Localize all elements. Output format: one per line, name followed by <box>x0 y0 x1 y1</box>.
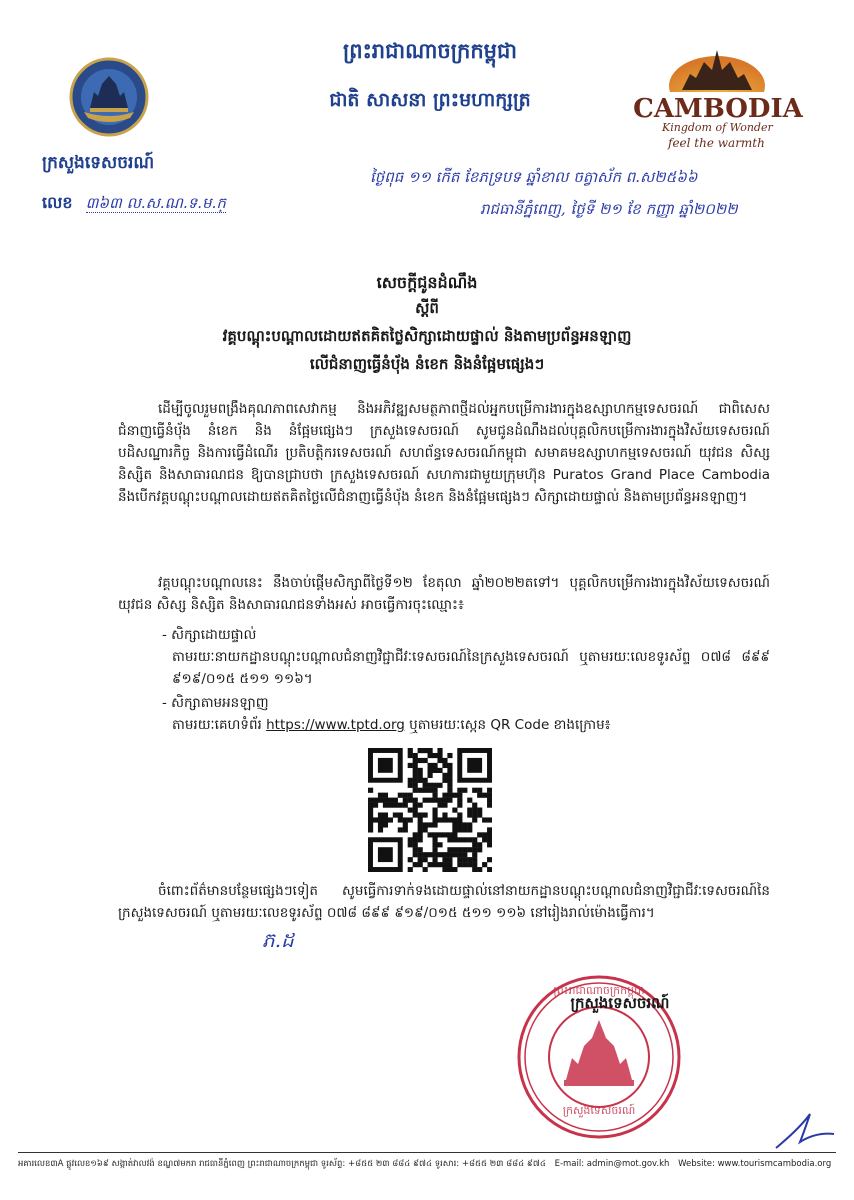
brand-slogan: feel the warmth <box>668 136 765 150</box>
notice-subject-line1: វគ្គបណ្តុះបណ្តាលដោយឥតគិតថ្លៃសិក្សាដោយផ្ទាល់ និងតាមប្រព័ន្ធអនឡាញ <box>222 327 632 345</box>
bullet-online-pre: តាមរយៈគេហទំព័រ <box>172 717 267 733</box>
notice-subject-line2: លើជំនាញធ្វើនំប៉័ង នំខេក និងនំផ្អែមផ្សេងៗ <box>309 355 545 373</box>
reference-number <box>42 192 226 216</box>
brand-name: CAMBODIA <box>633 94 803 124</box>
ministry-name: ក្រសួងទេសចរណ៍ <box>42 153 155 173</box>
place-date: រាជធានីភ្នំពេញ, ថ្ងៃទី ២១ ខែ កញ្ញា ឆ្នាំ២០២២ <box>480 200 738 218</box>
stamp-top-text: ព្រះរាជាណាចក្រកម្ពុជា <box>553 984 645 997</box>
body-paragraph-2: វគ្គបណ្តុះបណ្តាលនេះ នឹងចាប់ផ្តើមសិក្សាពីថ្ងៃទី១២ ខែតុលា ឆ្នាំ២០២២តទៅ។ បុគ្គលិកបម្រើការងារក្នុងវិស័យទេសចរណ៍ យុវជន សិស្ស និស្សិត និងសាធារណជនទាំងអស់ អាចធ្វើការចុះឈ្មោះ៖ <box>118 575 770 613</box>
body-paragraph-1: ដើម្បីចូលរួមពង្រឹងគុណភាពសេវាកម្ម និងអភិវឌ្ឍសមត្ថភាពថ្មីដល់អ្នកបម្រើការងារក្នុងឧស្សាហកម្មទេសចរណ៍ ជាពិសេសជំនាញធ្វើនំប៉័ង នំខេក និង នំផ្អែមផ្សេងៗ ក្រសួងទេសចរណ៍ សូមជូនដំណឹងដល់បុគ្គលិកបម្រើការងារក្នុងវិស័យទេសចរណ៍ បដិសណ្ឋារកិច្ច និងការធ្វើដំណើរ ប្រតិបត្តិករទេសចរណ៍ សហព័ន្ធទេសចរណ៍កម្ពុជា សមាគមឧស្សាហកម្មទេសចរណ៍ យុវជន សិស្ស និស្សិត និងសាធារណជន ឱ្យបានជ្រាបថា ក្រសួងទេសចរណ៍ សហការជាមួយក្រុមហ៊ុន Puratos Grand Place Cambodia នឹងបើកវគ្គបណ្តុះបណ្តាលដោយឥតគិតថ្លៃលើជំនាញធ្វើនំប៉័ង នំខេក និងនំផ្អែមផ្សេងៗ សិក្សាដោយផ្ទាល់ និងតាមប្រព័ន្ធអនឡាញ។ <box>118 401 770 505</box>
footer-website: Website: www.tourismcambodia.org <box>678 1159 832 1169</box>
ref-label: លេខ <box>42 193 73 212</box>
kingdom-title: ព្រះរាជាណាចក្រកម្ពុជា <box>342 39 517 63</box>
notice-subject-label: ស្តីពី <box>415 299 439 317</box>
footer-email: E-mail: admin@mot.gov.kh <box>554 1159 670 1169</box>
angkor-logo-icon <box>662 40 772 92</box>
lunar-date: ថ្ងៃពុធ ១១ កើត ខែភទ្របទ ឆ្នាំខាល ចត្វាស័ក ព.ស២៥៦៦ <box>370 168 698 186</box>
brand-tagline: Kingdom of Wonder <box>662 121 773 134</box>
initials-signature: ភ.ដ <box>262 928 294 952</box>
bullet-online-post: ឬតាមរយៈស្កេន QR Code ខាងក្រោម៖ <box>404 717 611 733</box>
footer <box>18 1152 836 1171</box>
national-motto: ជាតិ សាសនា ព្រះមហាក្សត្រ <box>329 89 531 111</box>
bullet-online-title: - សិក្សាតាមអនឡាញ <box>162 695 269 711</box>
stamp-bottom-text: ក្រសួងទេសចរណ៍ <box>562 1104 636 1117</box>
qr-code-icon[interactable] <box>368 748 492 872</box>
bullet-in-person-text: តាមរយៈនាយកដ្ឋានបណ្តុះបណ្តាលជំនាញវិជ្ជាជីវៈទេសចរណ៍នៃក្រសួងទេសចរណ៍ ឬតាមរយៈលេខទូរស័ព្ទ ០៧៨ ៨៩៩ ៩១៩/០១៥ ៥១១ ១១៦។ <box>172 649 770 687</box>
signature-icon <box>770 1108 840 1154</box>
footer-address: អគារលេខ៣A ផ្លូវលេខ១៦៩ សង្កាត់វាលវង់ ខណ្ឌ៧មករា រាជធានីភ្នំពេញ ព្រះរាជាណាចក្រកម្ពុជា ទូរស័ព្ទ: +៨៥៥ ២៣ ៨៨៤ ៩៧៤ ទូរសារ: +៨៥៥ ២៣ ៨៨៤ ៩៧៤ <box>18 1159 546 1169</box>
notice-title: សេចក្តីជូនដំណឹង <box>376 273 478 292</box>
bullet-in-person-title: - សិក្សាដោយផ្ទាល់ <box>162 627 257 643</box>
stamp-label: ក្រសួងទេសចរណ៍ <box>570 994 670 1012</box>
bullet-online-text <box>172 714 770 736</box>
ministry-seal-icon <box>68 56 150 138</box>
ref-value: ៣៦៣ ល.ស.ណ.ទ.ម.ក្ <box>85 194 226 212</box>
website-link[interactable]: https://www.tptd.org <box>266 717 405 733</box>
body-paragraph-3: ចំពោះព័ត៌មានបន្ថែមផ្សេងៗទៀត សូមធ្វើការទាក់ទងដោយផ្ទាល់នៅនាយកដ្ឋានបណ្តុះបណ្តាលជំនាញវិជ្ជាជីវៈទេសចរណ៍នៃក្រសួងទេសចរណ៍ ឬតាមរយៈលេខទូរស័ព្ទ ០៧៨ ៨៩៩ ៩១៩/០១៥ ៥១១ ១១៦ នៅរៀងរាល់ម៉ោងធ្វើការ។ <box>118 883 770 921</box>
